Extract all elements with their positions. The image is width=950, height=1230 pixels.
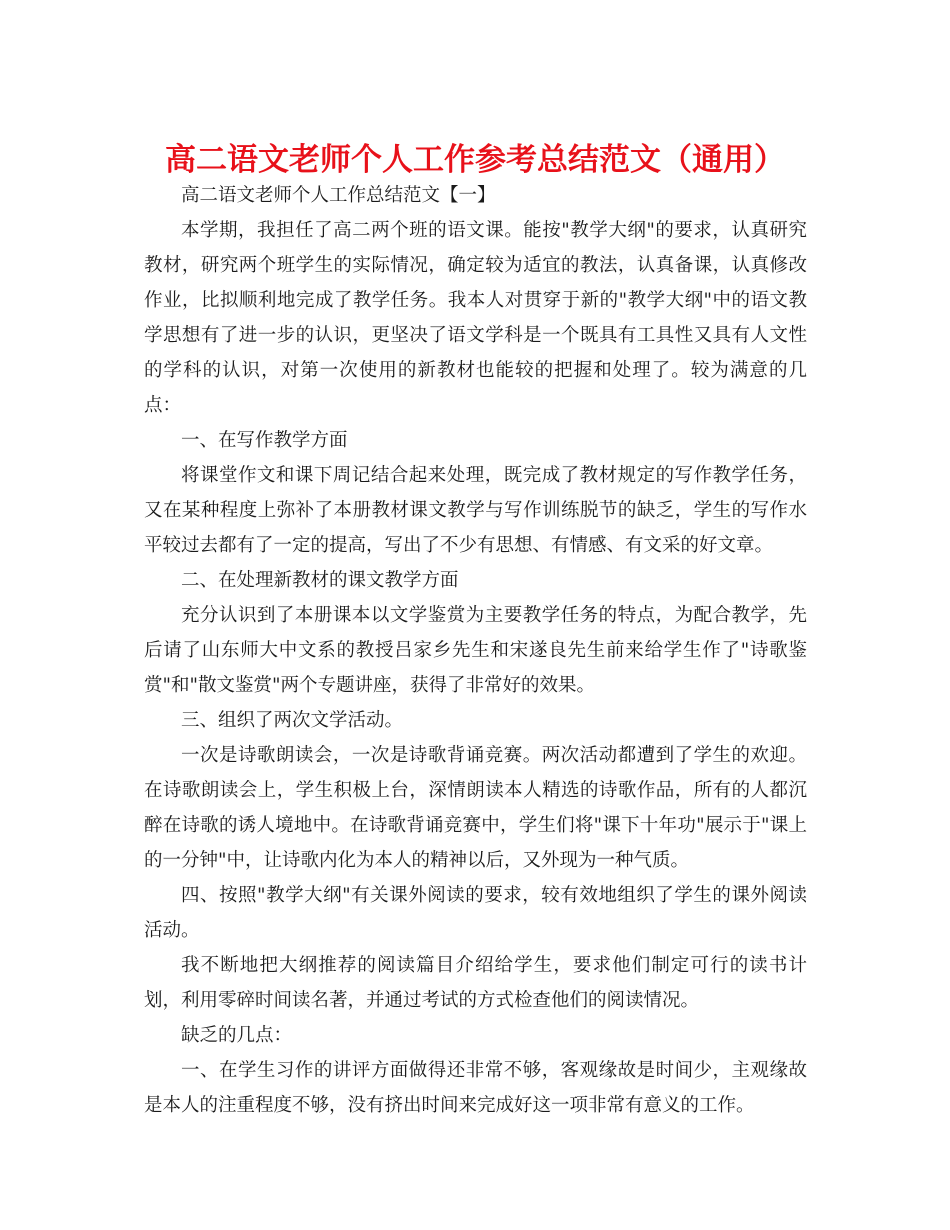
subheading-shortcomings: 缺乏的几点： <box>181 1025 293 1046</box>
subheading-activities: 三、组织了两次文学活动。 <box>181 710 404 731</box>
paragraph-intro: 本学期，我担任了高二两个班的语文课。能按"教学大纲"的要求，认真研究教材，研究两个班学生的实际情况，确定较为适宜的教法，认真备课，认真修改作业，比拟顺利地完成了教学任务。我本人对贯穿于新的"教学大纲"中的语文教学思想有了进一步的认识，更坚决了语文学科是一个既具有工具性又具有人文性的学科的认识，对第一次使用的新教材也能较的把握和处理了。较为满意的几点： <box>144 220 807 416</box>
paragraph-textbook: 充分认识到了本册课本以文学鉴赏为主要教学任务的特点，为配合教学，先后请了山东师大中文系的教授吕家乡先生和宋遂良先生前来给学生作了"诗歌鉴赏"和"散文鉴赏"两个专题讲座，获得了非常好的效果。 <box>144 605 807 696</box>
section-heading-1: 高二语文老师个人工作总结范文【一】 <box>181 185 496 206</box>
paragraph-activities: 一次是诗歌朗读会，一次是诗歌背诵竞赛。两次活动都遭到了学生的欢迎。在诗歌朗读会上，学生积极上台，深情朗读本人精选的诗歌作品，所有的人都沉醉在诗歌的诱人境地中。在诗歌背诵竞赛中，学生们将"课下十年功"展示于"课上的一分钟"中，让诗歌内化为本人的精神以后，又外现为一种气质。 <box>144 745 807 871</box>
paragraph-writing: 将课堂作文和课下周记结合起来处理，既完成了教材规定的写作教学任务，又在某种程度上弥补了本册教材课文教学与写作训练脱节的缺乏，学生的写作水平较过去都有了一定的提高，写出了不少有思想、有情感、有文采的好文章。 <box>144 465 807 556</box>
subheading-textbook: 二、在处理新教材的课文教学方面 <box>181 570 459 591</box>
subheading-writing: 一、在写作教学方面 <box>181 430 348 451</box>
paragraph-reading: 我不断地把大纲推荐的阅读篇目介绍给学生，要求他们制定可行的读书计划，利用零碎时间读名著，并通过考试的方式检查他们的阅读情况。 <box>144 955 807 1011</box>
document-body <box>144 178 807 1123</box>
paragraph-shortcoming-1: 一、在学生习作的讲评方面做得还非常不够，客观缘故是时间少，主观缘故是本人的注重程度不够，没有挤出时间来完成好这一项非常有意义的工作。 <box>144 1060 807 1116</box>
subheading-reading: 四、按照"教学大纲"有关课外阅读的要求，较有效地组织了学生的课外阅读活动。 <box>144 885 807 941</box>
document-title: 高二语文老师个人工作参考总结范文（通用） <box>165 142 785 178</box>
